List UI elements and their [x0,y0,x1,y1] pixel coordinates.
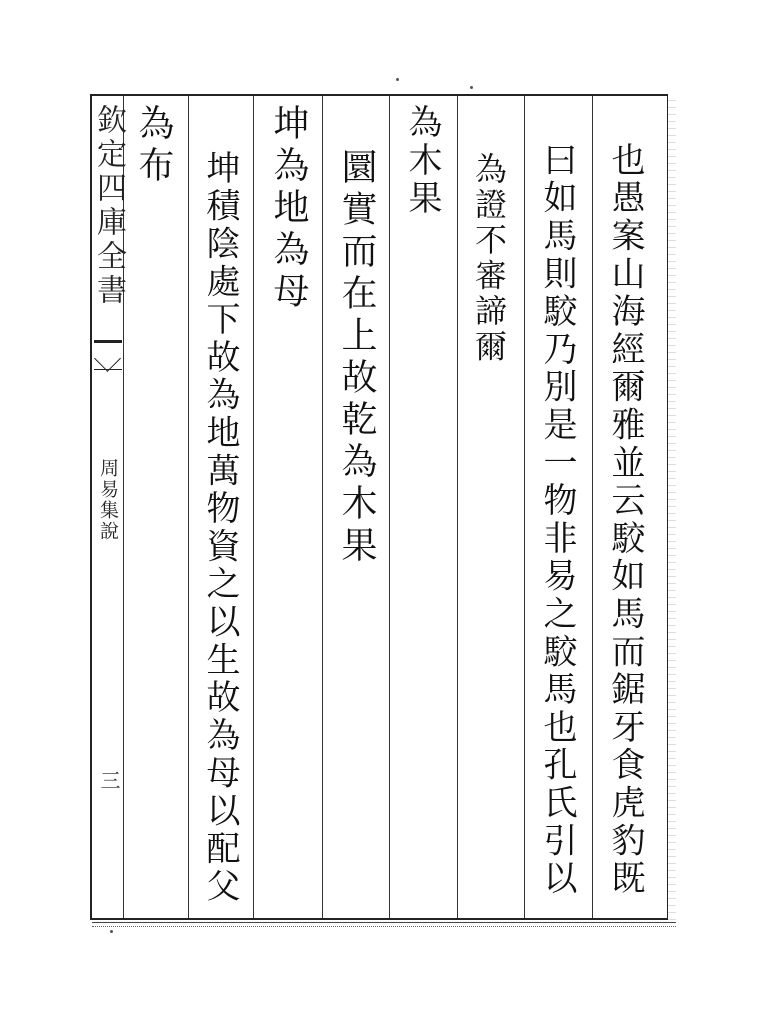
column-rule [188,96,189,918]
page-number: 三 [97,770,121,790]
scan-speck [396,78,399,81]
column-rule [253,96,254,918]
scan-speck [470,86,473,89]
fishtail-mark [94,340,122,370]
book-title: 欽定四庫全書 [91,104,126,308]
text-column-7: 坤積陰處下故為地萬物資之以生故為母以配父 [200,150,240,906]
text-column-6: 坤為地為母 [268,104,309,314]
scan-speck [110,930,113,933]
right-border-decoration [667,94,676,920]
text-column-4: 為木果 [402,104,442,218]
text-column-1: 也愚案山海經爾雅並云駮如馬而鋸牙食虎豹既 [605,142,645,898]
text-column-3: 為證不審諦爾 [470,152,508,365]
section-title: 周易集說 [97,458,119,542]
column-rule [524,96,525,918]
column-rule [389,96,390,918]
text-column-5: 圜實而在上故乾為木果 [336,148,377,568]
column-rule [457,96,458,918]
text-column-8: 為布 [133,104,174,188]
page-border [90,94,676,920]
column-rule [592,96,593,918]
column-rule [322,96,323,918]
text-column-2: 曰如馬則駮乃別是一物非易之駮馬也孔氏引以 [537,142,577,898]
bottom-border-rule [92,922,676,927]
